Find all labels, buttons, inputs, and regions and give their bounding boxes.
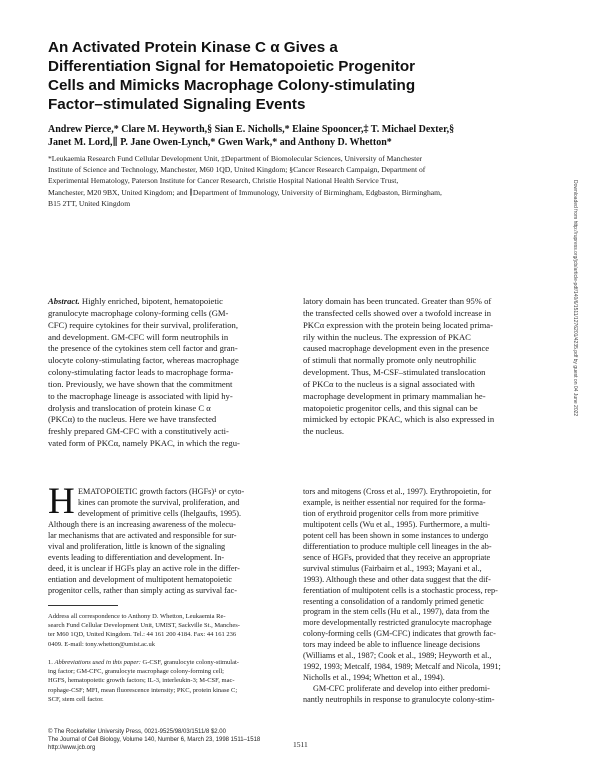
body-line: nantly neutrophils in response to granulocyte colony-stim- [303, 695, 495, 705]
body-line: resenting a consolidation of a randomly primed genetic [303, 596, 484, 606]
download-watermark-text: Downloaded from http://rupress.org/jcb/article-pdf/140/6/1511/1276201/4235.pdf by guest on 04 June 2022 [572, 180, 578, 417]
body-line: tors may indeed be able to influence lineage decisions [303, 640, 480, 650]
body-line: 1993). Although these and other data suggest that the dif- [303, 574, 491, 584]
footnote-first-text: G-CSF, granulocyte colony-stimulat- [140, 659, 239, 666]
body-line: program in the stem cells (Hu et al., 1997), data from the [303, 607, 490, 617]
abstract-line: vated form of PKCα, namely PKAC, in which the regu- [48, 438, 240, 449]
abstract-first-text: Highly enriched, bipotent, hematopoietic [79, 296, 223, 306]
affiliation-line: Manchester, M20 9BX, United Kingdom; and ∥Department of Immunology, University of Birmingham, Edgbaston, Birmingham, [48, 187, 442, 197]
footnote-line [48, 658, 298, 667]
abbreviations-footnote [48, 658, 298, 704]
body-line: Nicholls et al., 1994; Whetton et al., 1994). [303, 673, 445, 683]
publisher-line: © The Rockefeller University Press, 0021-9525/98/03/1511/8 $2.00 [48, 729, 226, 735]
body-line: sence of HGFs, provided that they receive an appropriate [303, 552, 491, 562]
page-number: 1511 [293, 740, 308, 749]
body-line: multipotent cells (Wu et al., 1995). Furthermore, a multi- [303, 519, 491, 529]
footnote-label: Abbreviations used in this paper: [54, 659, 141, 666]
footnote-line: SCF, stem cell factor. [48, 695, 104, 703]
abstract-line: colony-stimulating factor leads to macrophage forma- [48, 367, 234, 378]
abstract-line: PKCα expression with the protein being located prima- [303, 319, 493, 330]
footnote-line: ter M60 1QD, United Kingdom. Tel.: 44 161 200 4184. Fax: 44 161 236 [48, 631, 237, 639]
body-line: EMATOPOIETIC growth factors (HGFs)¹ or cyto- [78, 487, 245, 496]
affiliation-line: *Leukaemia Research Fund Cellular Development Unit, ‡Department of Biomolecular Sciences, University of Manchester [48, 154, 423, 163]
author-line: Janet M. Lord,∥ P. Jane Owen-Lynch,* Gwen Wark,* and Anthony D. Whetton* [48, 137, 392, 148]
body-line: deed, it is unclear if HGFs play an active role in the differ- [48, 563, 240, 573]
abstract-line: macrophage development in primary mammalian he- [303, 390, 486, 401]
abstract-line: (PKCα) to the nucleus. Here we have transfected [48, 414, 217, 425]
abstract-right-column [303, 296, 541, 438]
author-list [48, 123, 548, 149]
abstract-line: matopoietic progenitor cells, and this signal can be [303, 402, 478, 413]
title-line: Cells and Mimicks Macrophage Colony-stimulating [48, 77, 416, 94]
footnote-line: 0409. E-mail: tony.whetton@umist.ac.uk [48, 640, 156, 648]
publisher-info [48, 728, 298, 753]
body-line: kines can promote the survival, proliferation, and [78, 497, 240, 507]
footnote-line: HGFS, hematopoietic growth factors; IL-3, interleukin-3; M-CSF, mac- [48, 677, 235, 685]
body-line: Although there is an increasing awareness of the molecu- [48, 519, 236, 529]
body-line: differentiation to produce multiple cell lineages in the ab- [303, 541, 492, 551]
abstract-line: to the macrophage lineage is associated with lipid hy- [48, 390, 233, 401]
affiliation-line: Experimental Hematology, Paterson Institute for Cancer Research, Christie Hospital National Health Service Trust, [48, 176, 399, 186]
abstract-label: Abstract. [48, 296, 80, 306]
footnote-divider [48, 605, 118, 606]
abstract-line: ulocyte colony-stimulating factor, whereas macrophage [48, 355, 239, 366]
body-line: development of primitive cells (Ihelgaufts, 1995). [78, 508, 242, 518]
abstract-line: drolysis and translocation of protein kinase C α [48, 402, 211, 413]
abstract-line: freshly prepared GM-CFC with a constitutively acti- [48, 426, 229, 437]
body-line: lar mechanisms that are activated and responsible for sur- [48, 530, 237, 540]
body-line: events leading to differentiation and development. In- [48, 552, 225, 562]
journal-url[interactable]: http://www.jcb.org [48, 745, 96, 752]
footnote-line: Address all correspondence to Anthony D. Whetton, Leukaemia Re- [48, 613, 226, 620]
abstract-line: the nucleus. [303, 426, 345, 437]
body-line: colony-forming cells (GM-CFC) indicates that growth fac- [303, 629, 496, 639]
correspondence-footnote [48, 612, 298, 649]
body-line: entiation and development of multipotent hematopoietic [48, 574, 232, 584]
publisher-line: The Journal of Cell Biology, Volume 140, Number 6, March 23, 1998 1511–1518 [48, 737, 261, 744]
abstract-line: tion. Previously, we have shown that the commitment [48, 378, 233, 389]
body-line: example, is neither essential nor required for the forma- [303, 497, 486, 507]
body-line: (Williams et al., 1987; Cook et al., 1989; Heyworth et al., [303, 651, 492, 661]
footnote-line: rophage-CSF; MFI, mean fluorescence intensity; PKC, protein kinase C; [48, 686, 238, 694]
footnote-line: ing factor; GM-CFC, granulocyte macrophage colony-forming cell; [48, 668, 224, 676]
body-line: potent cell has been shown in some instances to undergo [303, 530, 489, 540]
abstract-line: mimicked by ectopic PKAC, which is also expressed in [303, 414, 495, 425]
body-line: vival and proliferation, little is known of the signaling [48, 541, 226, 551]
body-line: tors and mitogens (Cross et al., 1997). Erythropoietin, for [303, 487, 492, 496]
body-line: 1992, 1993; Metcalf, 1984, 1989; Metcalf and Nicola, 1991; [303, 662, 501, 672]
abstract-line: of stimuli that normally promote only neutrophilic [303, 355, 477, 366]
download-watermark [568, 180, 580, 640]
drop-cap-letter: H [48, 481, 75, 522]
author-line: Andrew Pierce,* Clare M. Heyworth,§ Sian E. Nicholls,* Elaine Spooncer,‡ T. Michael Dexter,§ [48, 124, 455, 135]
article-title [48, 38, 478, 114]
abstract-line: development. Thus, M-CSF–stimulated translocation [303, 367, 486, 378]
affiliations [48, 153, 558, 209]
abstract-left-column [48, 296, 286, 450]
body-right-column [303, 487, 553, 706]
abstract-line: granulocyte macrophage colony-forming cells (GM- [48, 307, 229, 318]
abstract-line: and development. GM-CFC will form neutrophils in [48, 331, 229, 342]
body-line: more developmentally restricted granulocyte macrophage [303, 618, 492, 628]
footnote-number: 1. [48, 659, 55, 666]
title-line: Factor–stimulated Signaling Events [48, 96, 306, 113]
affiliation-line: B15 2TT, United Kingdom [48, 198, 131, 208]
abstract-line [48, 296, 286, 308]
abstract-line: caused macrophage development even in the presence [303, 343, 490, 354]
affiliation-line: Institute of Science and Technology, Manchester, M60 1QD, United Kingdom; §Cancer Research Campaign, Department of [48, 165, 426, 175]
body-line: GM-CFC proliferate and develop into either predomi- [313, 684, 490, 694]
abstract-line: the presence of the cytokines stem cell factor and gran- [48, 343, 238, 354]
abstract-line: of PKCα to the nucleus is a signal associated with [303, 378, 475, 389]
abstract-line: CFC) require cytokines for their survival, proliferation, [48, 319, 238, 330]
abstract-line: rily within the nucleus. The expression of PKAC [303, 331, 471, 342]
abstract-line: the transfected cells showed over a twofold increase in [303, 307, 492, 318]
abstract-line: latory domain has been truncated. Greater than 95% of [303, 296, 492, 306]
body-line: progenitor cells, rather than simply acting as survival fac- [48, 585, 237, 595]
body-line: survival stimulus (Fairbairn et al., 1993; Mayani et al., [303, 563, 482, 573]
title-line: Differentiation Signal for Hematopoietic Progenitor [48, 58, 416, 75]
body-left-column [48, 481, 298, 597]
title-line: An Activated Protein Kinase C α Gives a [48, 39, 338, 56]
footnote-line: search Fund Cellular Development Unit, UMIST, Sackville St., Manches- [48, 622, 240, 630]
body-line: ferentiation of multipotent cells is a stochastic process, rep- [303, 585, 498, 595]
body-line: tion of erythroid progenitor cells from more primitive [303, 508, 479, 518]
